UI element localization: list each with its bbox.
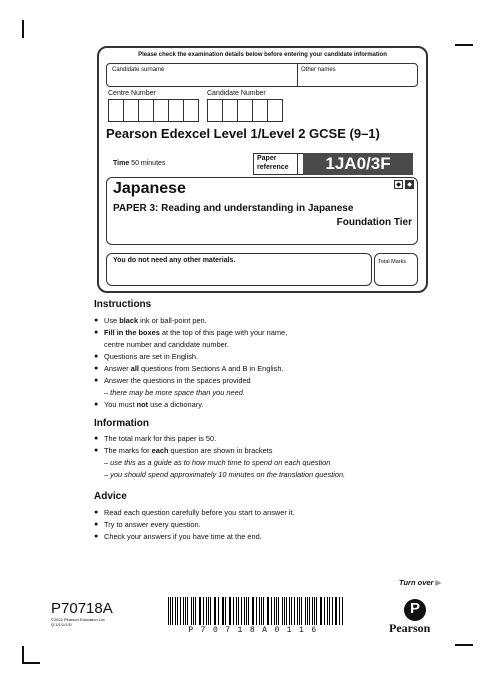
- barcode-text: P70718A0116: [188, 626, 324, 635]
- barcode-bar: [312, 597, 313, 625]
- list-item: ● Answer all questions from Sections A and B in English.: [94, 363, 424, 375]
- turn-over: [399, 578, 441, 587]
- centre-number-cell[interactable]: [183, 99, 199, 122]
- barcode-bar: [195, 597, 196, 625]
- candidate-number-label: Candidate Number: [207, 90, 266, 97]
- crop-mark-top-left-v: [22, 20, 24, 38]
- turn-over-label: Turn over: [399, 578, 434, 587]
- list-item-note: – there may be more space than you need.: [104, 388, 245, 397]
- candidate-number-cell[interactable]: [237, 99, 253, 122]
- publisher-name: Pearson: [389, 621, 431, 635]
- play-arrow-icon: ▶: [435, 578, 442, 587]
- check-note: Please check the examination details below before entering your candidate information: [138, 52, 387, 58]
- name-divider: [297, 64, 298, 86]
- crop-mark-top-right: [455, 44, 473, 46]
- barcode: [168, 597, 344, 625]
- materials-note: You do not need any other materials.: [113, 257, 236, 264]
- barcode-bar: [268, 597, 269, 625]
- barcode-bar: [187, 597, 188, 625]
- other-names-label: Other names: [301, 67, 336, 73]
- crop-mark-bottom-right: [455, 644, 473, 646]
- centre-number-cell[interactable]: [168, 99, 184, 122]
- candidate-number-cell[interactable]: [207, 99, 223, 122]
- list-item: ● Questions are set in English.: [94, 351, 424, 363]
- centre-number-cell[interactable]: [108, 99, 124, 122]
- list-item: ● Read each question carefully before you start to answer it.: [94, 507, 424, 519]
- time-allowed: [113, 160, 165, 167]
- information-heading: Information: [94, 418, 149, 429]
- barcode-bar: [203, 597, 204, 625]
- barcode-bar: [305, 597, 306, 625]
- tier-label: Foundation Tier: [336, 217, 412, 228]
- copyright-line2: Q:1/1/1/1/1/: [51, 622, 72, 627]
- barcode-bar: [236, 597, 237, 625]
- barcode-bar: [175, 597, 176, 625]
- time-value: 50 minutes: [131, 160, 166, 167]
- paper-code: P70718A: [51, 600, 113, 617]
- barcode-bar: [168, 597, 169, 625]
- candidate-number-cell[interactable]: [222, 99, 238, 122]
- barcode-bar: [324, 597, 325, 625]
- candidate-number-cell[interactable]: [252, 99, 268, 122]
- subject-title: Japanese: [113, 180, 186, 197]
- list-item: ● Fill in the boxes at the top of this page with your name,: [94, 327, 424, 339]
- centre-number-label: Centre Number: [108, 90, 156, 97]
- barcode-bar: [191, 597, 192, 625]
- copyright: [51, 617, 106, 627]
- crop-mark-bottom-left-h: [22, 662, 40, 664]
- list-item-note: – use this as a guide as to how much time to spend on each question: [104, 458, 331, 467]
- list-item: ● Check your answers if you have time at the end.: [94, 531, 424, 543]
- candidate-number-cell[interactable]: [267, 99, 283, 122]
- diamond-icon: ◆: [394, 180, 403, 189]
- instructions-heading: Instructions: [94, 299, 152, 310]
- diamond-icon: ◆: [405, 180, 414, 189]
- total-marks-box: [374, 253, 418, 286]
- barcode-bar: [238, 597, 239, 625]
- list-item-continuation: centre number and candidate number.: [104, 340, 229, 349]
- list-item: ● The total mark for this paper is 50.: [94, 433, 424, 445]
- candidate-surname-label: Candidate surname: [112, 67, 165, 73]
- paper-reference-label: [257, 154, 289, 172]
- name-box: [106, 63, 418, 87]
- barcode-bar: [301, 597, 302, 625]
- barcode-bar: [263, 597, 264, 625]
- barcode-bar: [339, 597, 340, 625]
- advice-heading: Advice: [94, 491, 127, 502]
- paper-reference-code: 1JA0/3F: [303, 153, 413, 175]
- barcode-bar: [291, 597, 292, 625]
- information-list: [94, 433, 424, 481]
- barcode-bar: [225, 597, 226, 625]
- list-item: ● You must not use a dictionary.: [94, 399, 424, 411]
- barcode-bar: [246, 597, 247, 625]
- barcode-bar: [276, 597, 277, 625]
- barcode-bar: [329, 597, 330, 625]
- time-label: Time: [113, 160, 130, 167]
- list-item: ● The marks for each question are shown in brackets: [94, 445, 424, 457]
- list-item-note: – you should spend approximately 10 minutes on the translation question.: [104, 470, 346, 479]
- centre-number-cell[interactable]: [138, 99, 154, 122]
- centre-number-cells[interactable]: [108, 99, 198, 122]
- candidate-number-cells[interactable]: [207, 99, 282, 122]
- paper-reference-divider: [297, 153, 298, 175]
- centre-number-cell[interactable]: [123, 99, 139, 122]
- barcode-bar: [320, 597, 321, 625]
- copyright-line1: ©2022 Pearson Education Ltd.: [51, 617, 106, 622]
- barcode-bar: [253, 597, 254, 625]
- list-item: ● Try to answer every question.: [94, 519, 424, 531]
- barcode-bar: [218, 597, 219, 625]
- barcode-bar: [210, 597, 211, 625]
- paper-title: PAPER 3: Reading and understanding in Japanese: [113, 203, 354, 214]
- instructions-list: [94, 315, 424, 411]
- crop-mark-top-left-h: [22, 20, 23, 22]
- paper-reference-label-line2: reference: [257, 164, 289, 171]
- barcode-bar: [282, 597, 283, 625]
- barcode-bar: [177, 597, 178, 625]
- barcode-bar: [252, 597, 253, 625]
- exam-board-title: Pearson Edexcel Level 1/Level 2 GCSE (9–1): [106, 126, 380, 141]
- advice-list: [94, 507, 424, 543]
- barcode-bar: [289, 597, 290, 625]
- total-marks-label: Total Marks: [378, 259, 407, 265]
- centre-number-cell[interactable]: [153, 99, 169, 122]
- barcode-bar: [214, 597, 215, 625]
- list-item: ● Answer the questions in the spaces provided: [94, 375, 424, 387]
- paper-reference-label-line1: Paper: [257, 155, 277, 162]
- pearson-logo-icon: P: [404, 599, 426, 621]
- barcode-bar: [342, 597, 343, 625]
- list-item: ● Use black ink or ball-point pen.: [94, 315, 424, 327]
